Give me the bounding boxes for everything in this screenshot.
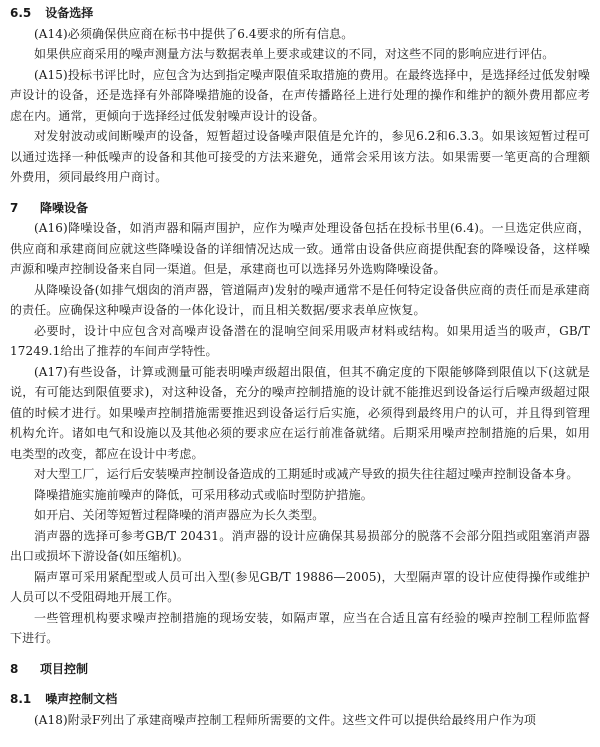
paragraph: 如开启、关闭等短暂过程降噪的消声器应为长久类型。 — [34, 508, 325, 522]
section-8 — [10, 659, 590, 680]
section-number: 6.5 — [10, 6, 32, 20]
paragraph: 消声器的选择可参考GB/T 20431。消声器的设计应确保其易损部分的脱落不会部分阻挡或阻塞消声器出口或损坏下游设备(如压缩机)。 — [10, 528, 590, 563]
paragraph: 对大型工厂，运行后安装噪声控制设备造成的工期延时或减产导致的损失往往超过噪声控制设备本身。 — [34, 467, 579, 481]
section-7 — [10, 198, 590, 649]
paragraph: (A15)投标书评比时，应包含为达到指定噪声限值采取措施的费用。在最终选择中，是选择经过低发射噪声设计的设备，还是选择有外部降噪措施的设备，在声传播路径上进行处理的操作和维护的额外费用都应考虑在内。通常，更倾向于选择经过低发射噪声设计的设备。 — [10, 67, 590, 123]
paragraph: (A14)必须确保供应商在标书中提供了6.4要求的所有信息。 — [34, 26, 354, 41]
paragraph: 从降噪设备(如排气烟囱的消声器，管道隔声)发射的噪声通常不是任何特定设备供应商的责任而是承建商的责任。应确保这种噪声设备的一体化设计，而且相关数据/要求表单应恢复。 — [10, 282, 590, 317]
paragraph: 如果供应商采用的噪声测量方法与数据表单上要求或建议的不同，对这些不同的影响应进行评估。 — [34, 47, 555, 61]
paragraph: (A16)降噪设备，如消声器和隔声围护，应作为噪声处理设备包括在投标书里(6.4)。一旦选定供应商，供应商和承建商间应就这些降噪设备的详细情况达成一致。通常由设备供应商提供配套的降噪设备，这样噪声源和噪声控制设备来自同一渠道。但是，承建商也可以选择另外选购降噪设备。 — [10, 221, 590, 276]
section-title: 噪声控制文档 — [45, 692, 118, 706]
section-title: 项目控制 — [40, 661, 89, 676]
paragraph: (A18)附录F列出了承建商噪声控制工程师所需要的文件。这些文件可以提供给最终用户作为项 — [34, 712, 537, 727]
paragraph: 对发射波动或间断噪声的设备，短暂超过设备噪声限值是允许的，参见6.2和6.3.3。如果该短暂过程可以通过选择一种低噪声的设备和其他可接受的方法来避免，通常会采用该方法。如果需要一笔更高的合理额外费用，须同最终用户商讨。 — [10, 129, 590, 184]
paragraph: 必要时，设计中应包含对高噪声设备潜在的混响空间采用吸声材料或结构。如果用适当的吸声，GB/T 17249.1给出了推荐的车间声学特性。 — [10, 323, 590, 358]
section-heading — [10, 659, 590, 680]
section-heading — [10, 198, 590, 219]
section-number: 7 — [10, 200, 19, 215]
section-8-1 — [10, 689, 590, 730]
section-number: 8 — [10, 661, 19, 676]
section-number: 8.1 — [10, 692, 32, 706]
section-heading — [10, 3, 590, 24]
paragraph: 降噪措施实施前噪声的降低，可采用移动式或临时型防护措施。 — [34, 487, 373, 502]
paragraph: (A17)有些设备，计算或测量可能表明噪声级超出限值，但其不确定度的下限能够降到限值以下(这就是说，有可能达到限值要求)，对这种设备，充分的噪声控制措施的设计就不能推迟到设备运行后噪声级超过限值的时候才进行。如果噪声控制措施需要推迟到设备运行后实施，必须得到最终用户的认可，并且得到管理机构允许。诸如电气和设施以及其他必须的要求应在运行前准备就绪。后期采用噪声控制措施的后果，如用电类型的改变，都应在设计中考虑。 — [10, 364, 590, 461]
section-title: 设备选择 — [45, 6, 94, 20]
section-6-5 — [10, 3, 590, 188]
paragraph: 隔声罩可采用紧配型或人员可出入型(参见GB/T 19886—2005)，大型隔声罩的设计应使得操作或维护人员可以不受阻碍地开展工作。 — [10, 569, 590, 604]
paragraph: 一些管理机构要求噪声控制措施的现场安装，如隔声罩，应当在合适且富有经验的噪声控制工程师监督下进行。 — [10, 610, 590, 645]
section-heading — [10, 689, 590, 710]
section-title: 降噪设备 — [40, 200, 89, 215]
